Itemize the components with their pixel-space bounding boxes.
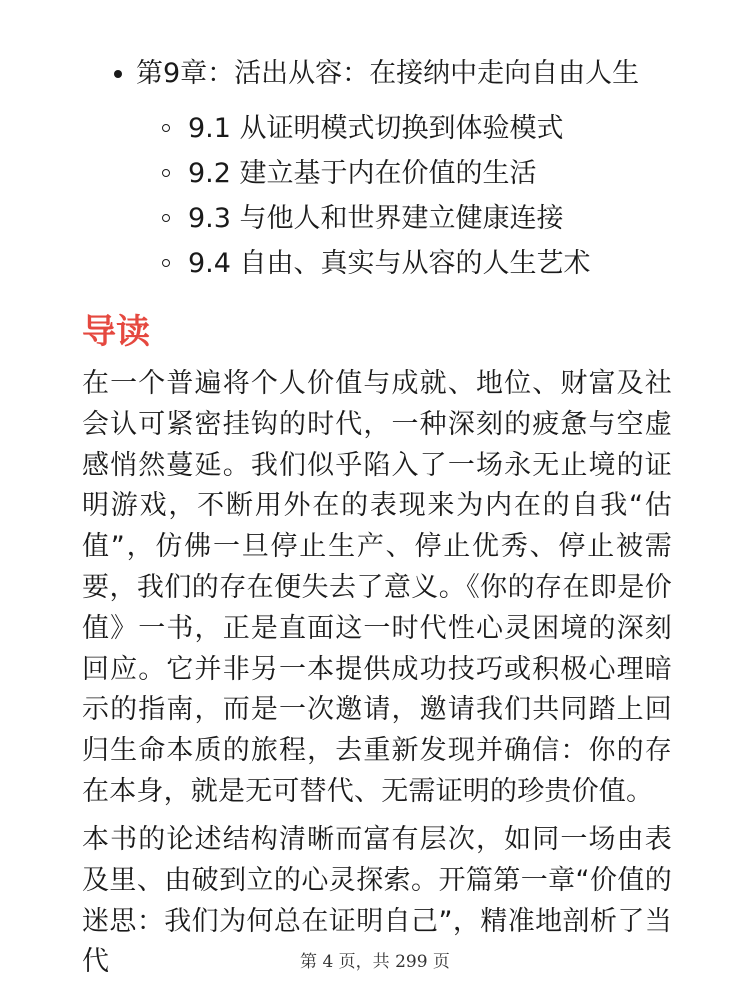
toc-chapter-list	[114, 52, 639, 96]
toc-section-label: 9.3 与他人和世界建立健康连接	[188, 203, 564, 234]
bullet-disc-icon	[114, 70, 122, 78]
bullet-circle-icon	[162, 124, 170, 132]
toc-section-item	[162, 151, 591, 196]
toc-section-list	[162, 106, 591, 286]
toc-chapter-item	[114, 52, 639, 96]
body-paragraph: 在一个普遍将个人价值与成就、地位、财富及社会认可紧密挂钩的时代，一种深刻的疲惫与空虚感悄然蔓延。我们似乎陷入了一场永无止境的证明游戏，不断用外在的表现来为内在的自我“估值”，仿佛一旦停止生产、停止优秀、停止被需要，我们的存在便失去了意义。《你的存在即是价值》一书，正是直面这一时代性心灵困境的深刻回应。它并非另一本提供成功技巧或积极心理暗示的指南，而是一次邀请，邀请我们共同踏上回归生命本质的旅程，去重新发现并确信：你的存在本身，就是无可替代、无需证明的珍贵价值。	[82, 368, 672, 807]
toc-section-item	[162, 241, 591, 286]
toc-section-label: 9.2 建立基于内在价值的生活	[188, 158, 537, 189]
toc-section-label: 9.4 自由、真实与从容的人生艺术	[188, 248, 591, 279]
body-paragraph: 本书的论述结构清晰而富有层次，如同一场由表及里、由破到立的心灵探索。开篇第一章“价值的迷思：我们为何总在证明自己”，精准地剖析了当代	[82, 824, 672, 978]
bullet-circle-icon	[162, 214, 170, 222]
toc-chapter-label: 第9章：活出从容：在接纳中走向自由人生	[136, 58, 640, 89]
toc-section-item	[162, 106, 591, 151]
bullet-circle-icon	[162, 259, 170, 267]
section-heading: 导读	[82, 312, 150, 352]
toc-section-item	[162, 196, 591, 241]
bullet-circle-icon	[162, 169, 170, 177]
page-footer: 第 4 页，共 299 页	[300, 952, 450, 972]
toc-section-label: 9.1 从证明模式切换到体验模式	[188, 113, 564, 144]
